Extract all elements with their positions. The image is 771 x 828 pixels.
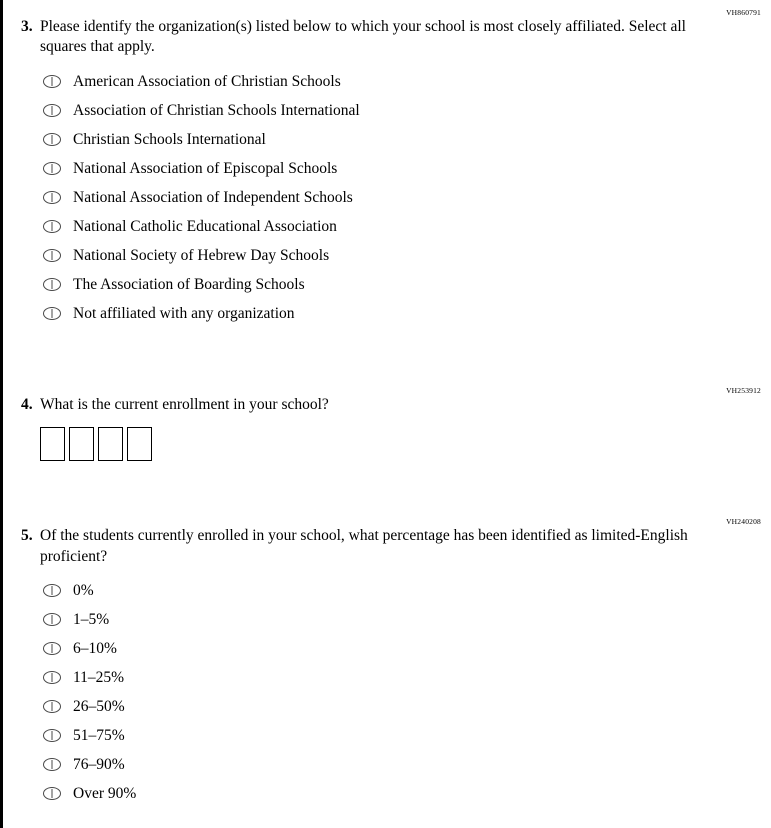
option-label: National Association of Independent Schools xyxy=(73,188,353,206)
radio-bubble-icon[interactable] xyxy=(43,758,61,771)
radio-bubble-icon[interactable] xyxy=(43,162,61,175)
question-5-options xyxy=(18,576,763,808)
option-label: Christian Schools International xyxy=(73,130,266,148)
option-label: American Association of Christian Schools xyxy=(73,72,341,90)
option-label: 76–90% xyxy=(73,756,125,774)
option-label: 26–50% xyxy=(73,698,125,716)
digit-box[interactable] xyxy=(127,427,152,461)
item-id-q5: VH240208 xyxy=(726,517,761,527)
option-label: National Catholic Educational Association xyxy=(73,217,337,235)
radio-bubble-icon[interactable] xyxy=(43,613,61,626)
option-row[interactable] xyxy=(43,212,763,241)
option-row[interactable] xyxy=(43,721,763,750)
option-row[interactable] xyxy=(43,576,763,605)
question-5-block xyxy=(18,517,763,808)
option-row[interactable] xyxy=(43,605,763,634)
option-label: The Association of Boarding Schools xyxy=(73,275,305,293)
radio-bubble-icon[interactable] xyxy=(43,278,61,291)
radio-bubble-icon[interactable] xyxy=(43,584,61,597)
option-row[interactable] xyxy=(43,125,763,154)
radio-bubble-icon[interactable] xyxy=(43,133,61,146)
question-3-text: Please identify the organization(s) listed below to which your school is most closely affiliated. Select all squares that apply. xyxy=(40,18,686,56)
option-row[interactable] xyxy=(43,750,763,779)
option-row[interactable] xyxy=(43,692,763,721)
option-row[interactable] xyxy=(43,663,763,692)
option-row[interactable] xyxy=(43,241,763,270)
digit-box[interactable] xyxy=(69,427,94,461)
option-row[interactable] xyxy=(43,96,763,125)
radio-bubble-icon[interactable] xyxy=(43,671,61,684)
option-label: 6–10% xyxy=(73,640,117,658)
radio-bubble-icon[interactable] xyxy=(43,191,61,204)
page-content xyxy=(18,0,763,808)
option-label: National Association of Episcopal Schools xyxy=(73,159,338,177)
option-label: Association of Christian Schools International xyxy=(73,101,360,119)
radio-bubble-icon[interactable] xyxy=(43,249,61,262)
option-row[interactable] xyxy=(43,67,763,96)
option-label: 0% xyxy=(73,582,94,600)
item-id-q3: VH860791 xyxy=(726,8,761,17)
question-4-heading xyxy=(18,395,763,415)
page-left-rule xyxy=(0,0,3,828)
option-row[interactable] xyxy=(43,183,763,212)
option-label: 1–5% xyxy=(73,611,110,629)
question-3-block xyxy=(18,8,763,328)
option-row[interactable] xyxy=(43,270,763,299)
option-row[interactable] xyxy=(43,299,763,328)
question-4-number: 4. xyxy=(21,395,33,413)
radio-bubble-icon[interactable] xyxy=(43,729,61,742)
question-5-heading xyxy=(18,526,763,567)
radio-bubble-icon[interactable] xyxy=(43,787,61,800)
item-id-q4: VH253912 xyxy=(726,385,761,395)
option-label: 51–75% xyxy=(73,727,125,745)
radio-bubble-icon[interactable] xyxy=(43,104,61,117)
option-label: Not affiliated with any organization xyxy=(73,304,295,322)
digit-box[interactable] xyxy=(98,427,123,461)
enrollment-entry-boxes[interactable] xyxy=(18,427,763,461)
radio-bubble-icon[interactable] xyxy=(43,700,61,713)
digit-box[interactable] xyxy=(40,427,65,461)
radio-bubble-icon[interactable] xyxy=(43,642,61,655)
option-row[interactable] xyxy=(43,634,763,663)
radio-bubble-icon[interactable] xyxy=(43,307,61,320)
option-label: Over 90% xyxy=(73,785,137,803)
radio-bubble-icon[interactable] xyxy=(43,220,61,233)
option-row[interactable] xyxy=(43,154,763,183)
option-label: National Society of Hebrew Day Schools xyxy=(73,246,330,264)
question-3-heading xyxy=(18,17,763,58)
question-5-number: 5. xyxy=(21,527,33,545)
question-3-number: 3. xyxy=(21,18,33,35)
question-5-text: Of the students currently enrolled in your school, what percentage has been identified as limited-English proficient? xyxy=(40,527,688,565)
question-3-options xyxy=(18,67,763,328)
radio-bubble-icon[interactable] xyxy=(43,75,61,88)
question-4-block xyxy=(18,386,763,461)
option-row[interactable] xyxy=(43,779,763,808)
option-label: 11–25% xyxy=(73,669,125,687)
question-4-text: What is the current enrollment in your school? xyxy=(40,395,329,413)
